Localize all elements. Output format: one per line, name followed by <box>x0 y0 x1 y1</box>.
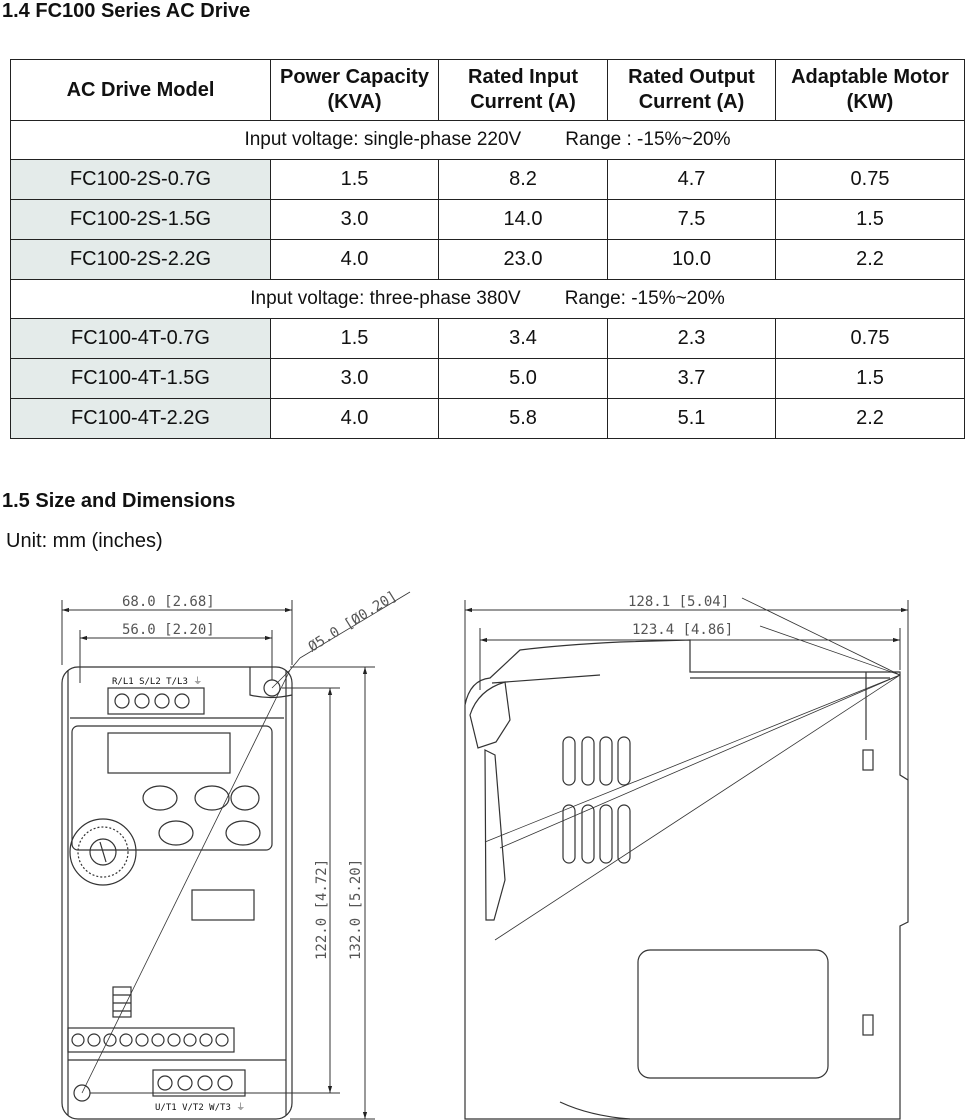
cell: 1.5 <box>776 359 965 399</box>
cell: 5.1 <box>608 399 776 439</box>
cell: 3.0 <box>271 359 439 399</box>
input-terminal-labels: R/L1 S/L2 T/L3 ⏚ <box>112 677 203 687</box>
cell: 3.7 <box>608 359 776 399</box>
side-label-panel <box>638 950 828 1078</box>
dimension-drawing <box>0 570 965 1120</box>
group-header-three-phase <box>11 280 965 319</box>
cell: 10.0 <box>608 240 776 280</box>
cell: 2.2 <box>776 399 965 439</box>
side-view <box>465 598 908 1119</box>
cell: 2.2 <box>776 240 965 280</box>
group-range: Range : -15%~20% <box>565 129 731 150</box>
cell: 5.8 <box>439 399 608 439</box>
nameplate <box>192 890 254 920</box>
header-input-current: Rated Input Current (A) <box>439 60 608 121</box>
section-title-1-5: 1.5 Size and Dimensions <box>2 490 236 512</box>
cell: 3.4 <box>439 319 608 359</box>
table-row <box>11 240 965 280</box>
dim-depth-body: 123.4 [4.86] <box>632 622 734 638</box>
spec-table <box>10 59 965 439</box>
display-window <box>108 733 230 773</box>
group-voltage: Input voltage: single-phase 220V <box>244 129 522 150</box>
cell: 0.75 <box>776 160 965 200</box>
cell-model: FC100-2S-0.7G <box>11 160 271 200</box>
group-range: Range: -15%~20% <box>564 288 725 309</box>
cell-model: FC100-2S-1.5G <box>11 200 271 240</box>
cell: 5.0 <box>439 359 608 399</box>
front-view <box>62 592 410 1119</box>
table-row <box>11 319 965 359</box>
cell: 3.0 <box>271 200 439 240</box>
cell: 23.0 <box>439 240 608 280</box>
cell: 1.5 <box>776 200 965 240</box>
cell: 4.0 <box>271 399 439 439</box>
section-title-1-4: 1.4 FC100 Series AC Drive <box>2 0 251 22</box>
cell-model: FC100-4T-1.5G <box>11 359 271 399</box>
cell-model: FC100-4T-2.2G <box>11 399 271 439</box>
dim-width-overall: 68.0 [2.68] <box>122 594 215 610</box>
cell: 1.5 <box>271 160 439 200</box>
cell: 8.2 <box>439 160 608 200</box>
table-row <box>11 399 965 439</box>
dim-height-overall: 132.0 [5.20] <box>348 858 364 960</box>
dim-depth-overall: 128.1 [5.04] <box>628 594 730 610</box>
dim-hole-dia: Ø5.0 [Ø0.20] <box>305 588 400 656</box>
control-terminals <box>68 1028 234 1052</box>
output-terminal-labels: U/T1 V/T2 W/T3 ⏚ <box>155 1103 246 1113</box>
cell: 7.5 <box>608 200 776 240</box>
cell: 2.3 <box>608 319 776 359</box>
keypad-panel <box>72 726 272 850</box>
dim-height-mount: 122.0 [4.72] <box>314 858 330 960</box>
input-terminal-block <box>108 688 204 714</box>
unit-note: Unit: mm (inches) <box>6 530 163 552</box>
table-row <box>11 359 965 399</box>
cell: 1.5 <box>271 319 439 359</box>
header-model: AC Drive Model <box>11 60 271 121</box>
cell: 4.7 <box>608 160 776 200</box>
cell: 0.75 <box>776 319 965 359</box>
table-row <box>11 200 965 240</box>
cell-model: FC100-2S-2.2G <box>11 240 271 280</box>
group-header-single-phase <box>11 121 965 160</box>
output-terminal-block <box>153 1070 245 1096</box>
cell: 4.0 <box>271 240 439 280</box>
table-header-row <box>11 60 965 121</box>
dim-width-mount: 56.0 [2.20] <box>122 622 215 638</box>
cell: 14.0 <box>439 200 608 240</box>
header-motor: Adaptable Motor (KW) <box>776 60 965 121</box>
group-voltage: Input voltage: three-phase 380V <box>250 288 521 309</box>
header-output-current: Rated Output Current (A) <box>608 60 776 121</box>
header-power: Power Capacity (KVA) <box>271 60 439 121</box>
cell-model: FC100-4T-0.7G <box>11 319 271 359</box>
table-row <box>11 160 965 200</box>
